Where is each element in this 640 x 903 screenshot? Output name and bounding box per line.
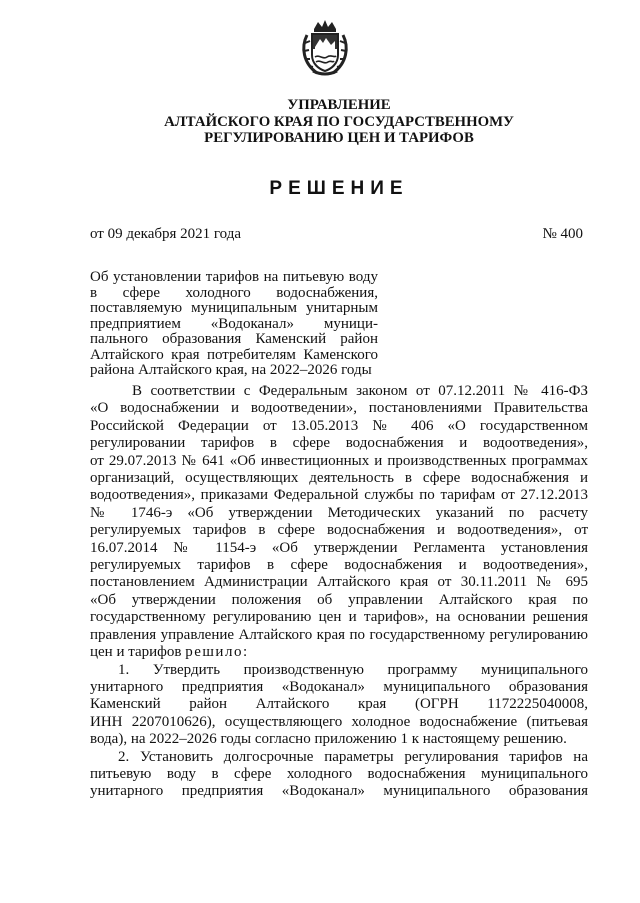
body-line: государственному регулированию цен и тарифов», на основании решения bbox=[90, 609, 588, 626]
body-line: регулируемых тарифов в сфере водоснабжения и водоотведения», bbox=[90, 557, 588, 574]
body-line: постановлением Администрации Алтайского края от 30.11.2011 № 695 bbox=[90, 574, 588, 591]
clause-1-line: ИНН 2207010626), осуществляющего холодное водоснабжение (питьевая bbox=[90, 713, 588, 730]
subject-line: предприятием «Водоканал» муници- bbox=[90, 315, 378, 332]
document-type-title: РЕШЕНИЕ bbox=[269, 178, 409, 199]
body-line: правления управление Алтайского края по государственному регулированию bbox=[90, 626, 588, 643]
body-line: «О водоснабжении и водоотведении», постановлениями Правительства bbox=[90, 400, 588, 417]
body-line: от 29.07.2013 № 641 «Об инвестиционных и производственных программах bbox=[90, 452, 588, 469]
body-line: № 1746-э «Об утверждении Методических указаний по расчету bbox=[90, 504, 588, 521]
body-line: Российской Федерации от 13.05.2013 № 406 «О государственном bbox=[90, 417, 588, 434]
subject-line: района Алтайского края, на 2022–2026 годы bbox=[90, 362, 372, 378]
body-line-resolved bbox=[90, 644, 588, 661]
body-line: «Об утверждении положения об управлении Алтайского края по bbox=[90, 591, 588, 608]
clause-1-line: унитарного предприятия «Водоканал» муниципального образования bbox=[90, 678, 588, 695]
body-line: В соответствии с Федеральным законом от 07.12.2011 № 416-ФЗ bbox=[132, 383, 588, 399]
clause-1-line: вода), на 2022–2026 годы согласно приложению 1 к настоящему решению. bbox=[90, 731, 567, 748]
clause-1-line: Каменский район Алтайского края (ОГРН 1172225040008, bbox=[90, 696, 588, 713]
subject-line: в сфере холодного водоснабжения, bbox=[90, 284, 378, 301]
org-line-2: АЛТАЙСКОГО КРАЯ ПО ГОСУДАРСТВЕННОМУ bbox=[164, 113, 514, 130]
clause-2-line: питьевую воду в сфере холодного водоснабжения муниципального bbox=[90, 765, 588, 782]
clause-1-line: 1. Утвердить производственную программу муниципального bbox=[118, 661, 588, 678]
resolved-prefix: цен и тарифов bbox=[90, 644, 186, 661]
resolved-word: решило bbox=[185, 644, 243, 661]
clause-2-line: 2. Установить долгосрочные параметры регулирования тарифов на bbox=[118, 748, 588, 765]
subject-line: поставляемую муниципальным унитарным bbox=[90, 300, 378, 316]
subject-line: Об установлении тарифов на питьевую воду bbox=[90, 269, 378, 285]
document-date: от 09 декабря 2021 года bbox=[90, 226, 242, 242]
resolved-colon: : bbox=[242, 644, 248, 661]
organization-name bbox=[90, 97, 588, 147]
subject-line: пального образования Каменский район bbox=[90, 331, 378, 347]
body-line: организаций, осуществляющих деятельность в сфере водоснабжения и bbox=[90, 470, 588, 487]
body-line: регулируемых тарифов в сфере водоснабжения и водоотведения», от bbox=[90, 522, 588, 539]
org-line-1: УПРАВЛЕНИЕ bbox=[287, 97, 391, 113]
body-line: водоотведения», приказами Федеральной службы по тарифам от 27.12.2013 bbox=[90, 487, 588, 504]
org-line-3: РЕГУЛИРОВАНИЮ ЦЕН И ТАРИФОВ bbox=[204, 130, 474, 146]
coat-of-arms-emblem bbox=[299, 19, 351, 79]
decision-body bbox=[90, 383, 588, 801]
clause-2-line: унитарного предприятия «Водоканал» муниципального образования bbox=[90, 783, 588, 800]
document-number: № 400 bbox=[542, 226, 583, 242]
body-line: 16.07.2014 № 1154-э «Об утверждении Регламента установления bbox=[90, 539, 588, 556]
subject-line: Алтайского края потребителям Каменского bbox=[90, 346, 378, 363]
body-line: регулировании тарифов в сфере водоснабжения и водоотведения», bbox=[90, 435, 588, 452]
subject-block bbox=[90, 270, 378, 379]
